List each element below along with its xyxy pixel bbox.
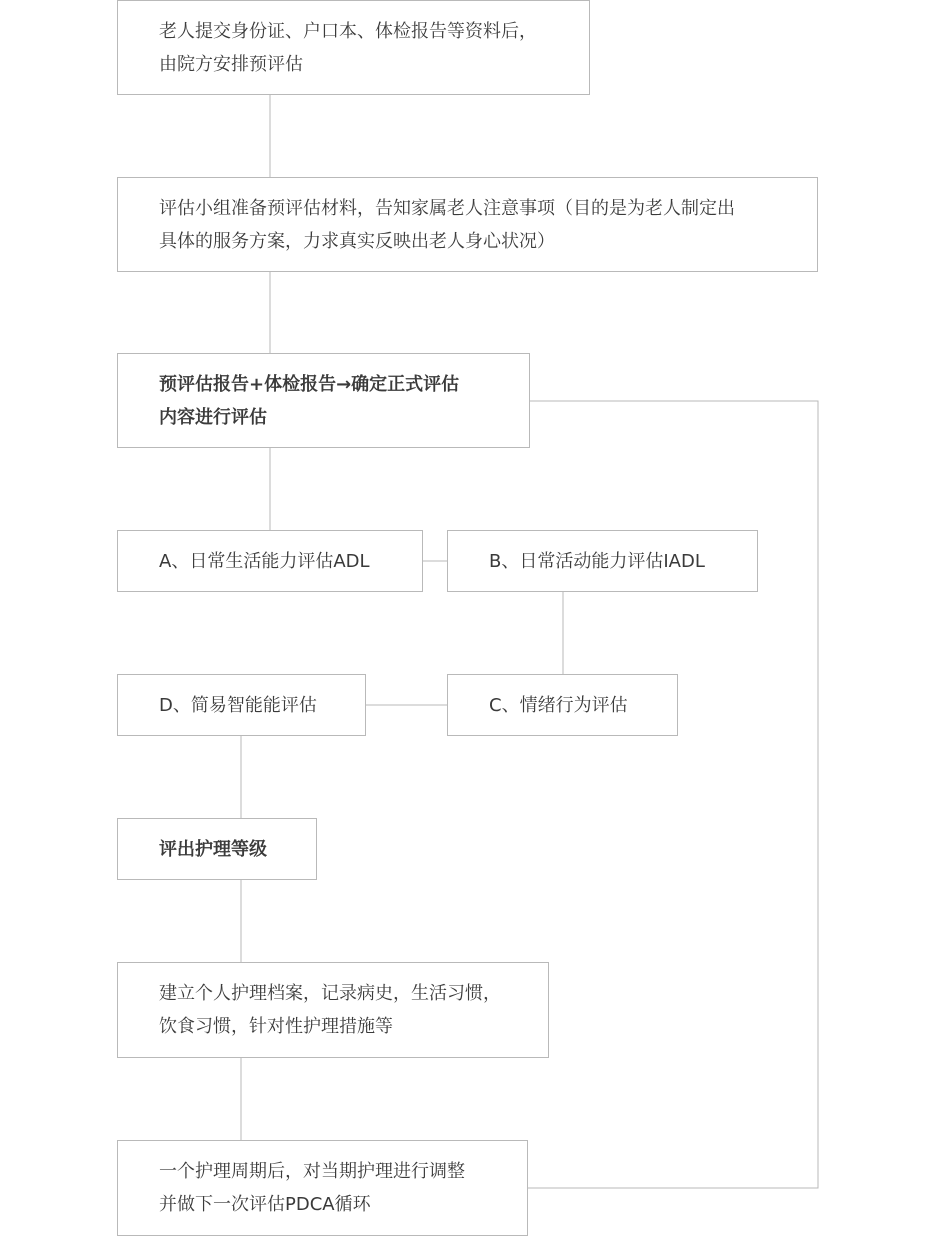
step-care-records-line-1: 建立个人护理档案，记录病史，生活习惯，: [159, 983, 501, 1004]
step-pdca-cycle-line-2: 并做下一次评估PDCA循环: [159, 1194, 371, 1215]
step-prepare-materials-line-1: 评估小组准备预评估材料，告知家属老人注意事项（目的是为老人制定出: [159, 197, 735, 219]
assessment-a-adl: [117, 530, 423, 592]
step-submit-documents-line-1: 老人提交身份证、户口本、体检报告等资料后，: [159, 20, 537, 42]
step-confirm-assessment-line-1: 预评估报告+体检报告→确定正式评估: [159, 373, 460, 395]
assessment-a-adl-label: A、日常生活能力评估ADL: [159, 550, 370, 572]
step-submit-documents-line-2: 由院方安排预评估: [159, 53, 303, 75]
step-care-level: [117, 818, 317, 880]
step-confirm-assessment: [117, 353, 530, 448]
assessment-c-emotion-label: C、情绪行为评估: [489, 694, 628, 716]
assessment-d-cognition-label: D、简易智能能评估: [159, 694, 317, 716]
step-prepare-materials-line-2: 具体的服务方案，力求真实反映出老人身心状况）: [159, 230, 555, 252]
step-care-records-line-2: 饮食习惯，针对性护理措施等: [159, 1016, 393, 1037]
step-care-records: [117, 962, 549, 1058]
assessment-c-emotion: [447, 674, 678, 736]
assessment-b-iadl: [447, 530, 758, 592]
step-submit-documents: [117, 0, 590, 95]
assessment-b-iadl-label: B、日常活动能力评估IADL: [489, 550, 705, 572]
step-prepare-materials: [117, 177, 818, 272]
step-pdca-cycle: [117, 1140, 528, 1236]
assessment-d-cognition: [117, 674, 366, 736]
feedback-loop-line: [527, 401, 818, 1188]
step-pdca-cycle-line-1: 一个护理周期后，对当期护理进行调整: [159, 1161, 465, 1182]
step-care-level-label: 评出护理等级: [159, 838, 267, 860]
step-confirm-assessment-line-2: 内容进行评估: [159, 406, 267, 428]
